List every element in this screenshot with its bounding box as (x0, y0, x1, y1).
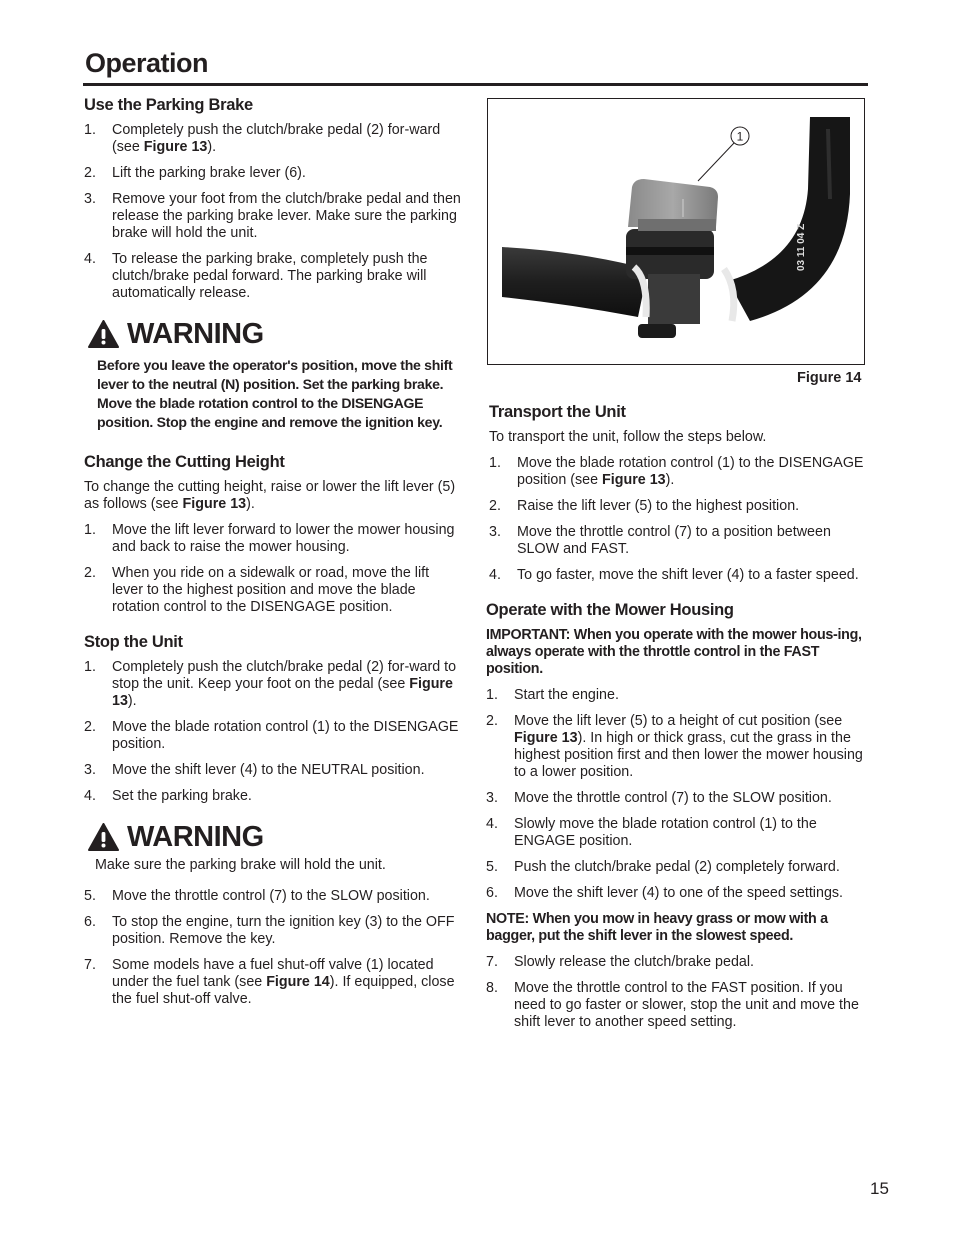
section-heading: Use the Parking Brake (84, 96, 253, 114)
intro-text: To transport the unit, follow the steps below. (489, 429, 767, 445)
step-number: 4. (489, 567, 501, 583)
list-item (486, 816, 866, 850)
step-list (84, 522, 464, 616)
section-mower-housing (486, 602, 866, 1031)
step-number: 7. (486, 954, 498, 970)
step-number: 1. (84, 122, 96, 138)
list-item (486, 859, 866, 876)
step-text: Lift the parking brake lever (6). (112, 165, 306, 181)
list-item (489, 498, 866, 515)
section-transport (486, 404, 866, 584)
warning-triangle-icon (88, 823, 119, 851)
page-title: Operation (85, 48, 209, 78)
step-number: 2. (489, 498, 501, 514)
list-item (486, 885, 866, 902)
step-text: Completely push the clutch/brake pedal (2) for-ward to stop the unit. Keep your foot on the pedal (see (112, 659, 457, 692)
callout-number: 1 (736, 129, 744, 144)
step-text: Remove your foot from the clutch/brake pedal and then release the parking brake lever. Make sure the parking brake will hold the unit. (112, 191, 461, 241)
warning-text: Make sure the parking brake will hold the unit. (95, 857, 386, 873)
step-number: 4. (84, 788, 96, 804)
list-item (84, 191, 464, 242)
hose-marking: 03 11 04 Z (796, 223, 807, 271)
step-text: To release the parking brake, completely push the clutch/brake pedal forward. The parking brake will automatically release. (112, 251, 428, 301)
page-number: 15 (870, 1179, 889, 1198)
section-heading: Change the Cutting Height (84, 453, 285, 471)
list-item (84, 522, 464, 556)
step-number: 4. (486, 816, 498, 832)
step-number: 6. (84, 914, 96, 930)
step-list (486, 954, 866, 1031)
step-text: Raise the lift lever (5) to the highest position. (517, 498, 800, 514)
list-item (84, 565, 464, 616)
step-number: 2. (84, 719, 96, 735)
step-text: Completely push the clutch/brake pedal (2) for-ward (see (112, 122, 441, 155)
step-list (84, 122, 464, 302)
list-item (84, 719, 464, 753)
step-number: 2. (486, 713, 498, 729)
step-number: 3. (84, 191, 96, 207)
section-cutting-height (84, 454, 464, 616)
step-list (486, 687, 866, 902)
section-heading: Stop the Unit (84, 633, 183, 651)
step-number: 6. (486, 885, 498, 901)
list-item (84, 122, 464, 156)
step-number: 2. (84, 565, 96, 581)
list-item (84, 957, 464, 1008)
figure-reference: Figure 13 (182, 496, 247, 512)
list-item (84, 914, 464, 948)
warning-header (88, 819, 464, 855)
intro-text (84, 479, 464, 513)
list-item (84, 762, 464, 779)
step-number: 1. (84, 659, 96, 675)
list-item (84, 251, 464, 302)
intro-text-part: To change the cutting height, raise or lower the lift lever (5) as follows (see (84, 479, 456, 512)
warning-text: Before you leave the operator's position, move the shift lever to the neutral (N) position. Set the parking brake. Move the blade rotation control to the DISENGAGE position. Stop the engine and remove the ignition key. (97, 357, 453, 430)
step-text: ). If equipped, close the fuel shut-off valve. (112, 974, 455, 1007)
figure-reference: Figure 13 (143, 139, 208, 155)
step-text: Set the parking brake. (112, 788, 252, 804)
step-text: When you ride on a sidewalk or road, move the lift lever to the highest position and move the blade rotation control to the DISENGAGE position. (112, 565, 430, 615)
step-text: ). (127, 693, 137, 709)
list-item (489, 524, 866, 558)
step-text: ). In high or thick grass, cut the grass in the highest position first and then lower the mower housing to a lower position. (514, 730, 863, 780)
warning-triangle-icon (88, 320, 119, 348)
step-text: Slowly move the blade rotation control (1) to the ENGAGE position. (514, 816, 817, 849)
warning-box (84, 819, 464, 874)
list-item (486, 954, 866, 971)
warning-title: WARNING (127, 820, 264, 853)
list-item (486, 790, 866, 807)
step-text: ). (207, 139, 217, 155)
fuel-shutoff-valve-photo (488, 99, 864, 364)
figure-reference: Figure 13 (602, 472, 666, 488)
section-heading: Transport the Unit (489, 403, 626, 421)
step-number: 1. (486, 687, 498, 703)
warning-title: WARNING (127, 317, 264, 350)
section-parking-brake (84, 97, 464, 302)
step-text: ). (665, 472, 675, 488)
section-heading: Operate with the Mower Housing (486, 601, 734, 619)
list-item (84, 165, 464, 182)
warning-header (88, 316, 464, 352)
step-text: Move the lift lever forward to lower the mower housing and back to raise the mower housing. (112, 522, 455, 555)
left-column (84, 97, 464, 1017)
intro-text-part: ). (246, 496, 255, 512)
figure-14-image (487, 98, 865, 365)
list-item (486, 687, 866, 704)
step-text: Start the engine. (514, 687, 619, 703)
step-text: To stop the engine, turn the ignition key (3) to the OFF position. Remove the key. (112, 914, 455, 947)
list-item (489, 567, 866, 584)
step-list (84, 659, 464, 805)
step-list (489, 455, 866, 584)
step-number: 5. (84, 888, 96, 904)
step-text: Move the throttle control (7) to the SLOW position. (514, 790, 832, 806)
step-text: Push the clutch/brake pedal (2) completely forward. (514, 859, 840, 875)
step-text: Move the shift lever (4) to one of the speed settings. (514, 885, 844, 901)
section-stop-unit (84, 634, 464, 1008)
step-text: Slowly release the clutch/brake pedal. (514, 954, 755, 970)
step-text: Move the throttle control (7) to the SLOW position. (112, 888, 430, 904)
step-text: Move the blade rotation control (1) to the DISENGAGE position. (112, 719, 459, 752)
warning-box (84, 316, 464, 432)
figure-reference: Figure 13 (112, 676, 453, 709)
list-item (84, 659, 464, 710)
step-text: Move the throttle control to the FAST position. If you need to go faster or slower, stop the unit and move the shift lever to another speed setting. (514, 980, 859, 1030)
step-number: 3. (486, 790, 498, 806)
list-item (486, 980, 866, 1031)
step-number: 4. (84, 251, 96, 267)
step-text: Move the blade rotation control (1) to the DISENGAGE position (see (517, 455, 864, 488)
step-number: 1. (489, 455, 501, 471)
step-text: Move the lift lever (5) to a height of cut position (see (514, 713, 843, 729)
step-number: 8. (486, 980, 498, 996)
important-notice: IMPORTANT: When you operate with the mower hous-ing, always operate with the throttle control in the FAST position. (486, 627, 862, 677)
step-text: Move the shift lever (4) to the NEUTRAL position. (112, 762, 425, 778)
figure-reference: Figure 13 (514, 730, 578, 746)
step-number: 7. (84, 957, 96, 973)
step-text: To go faster, move the shift lever (4) to a faster speed. (517, 567, 859, 583)
step-list (84, 888, 464, 1008)
step-number: 5. (486, 859, 498, 875)
step-number: 3. (489, 524, 501, 540)
step-number: 1. (84, 522, 96, 538)
title-divider (83, 83, 868, 86)
figure-reference: Figure 14 (266, 974, 330, 990)
list-item (489, 455, 866, 489)
right-column (486, 404, 866, 1040)
step-number: 3. (84, 762, 96, 778)
list-item (486, 713, 866, 781)
note-text: NOTE: When you mow in heavy grass or mow with a bagger, put the shift lever in the slowest speed. (486, 911, 828, 944)
list-item (84, 888, 464, 905)
step-text: Move the throttle control (7) to a position between SLOW and FAST. (517, 524, 831, 557)
step-number: 2. (84, 165, 96, 181)
list-item (84, 788, 464, 805)
figure-caption: Figure 14 (797, 370, 862, 386)
step-text: Some models have a fuel shut-off valve (1) located under the fuel tank (see (112, 957, 434, 990)
